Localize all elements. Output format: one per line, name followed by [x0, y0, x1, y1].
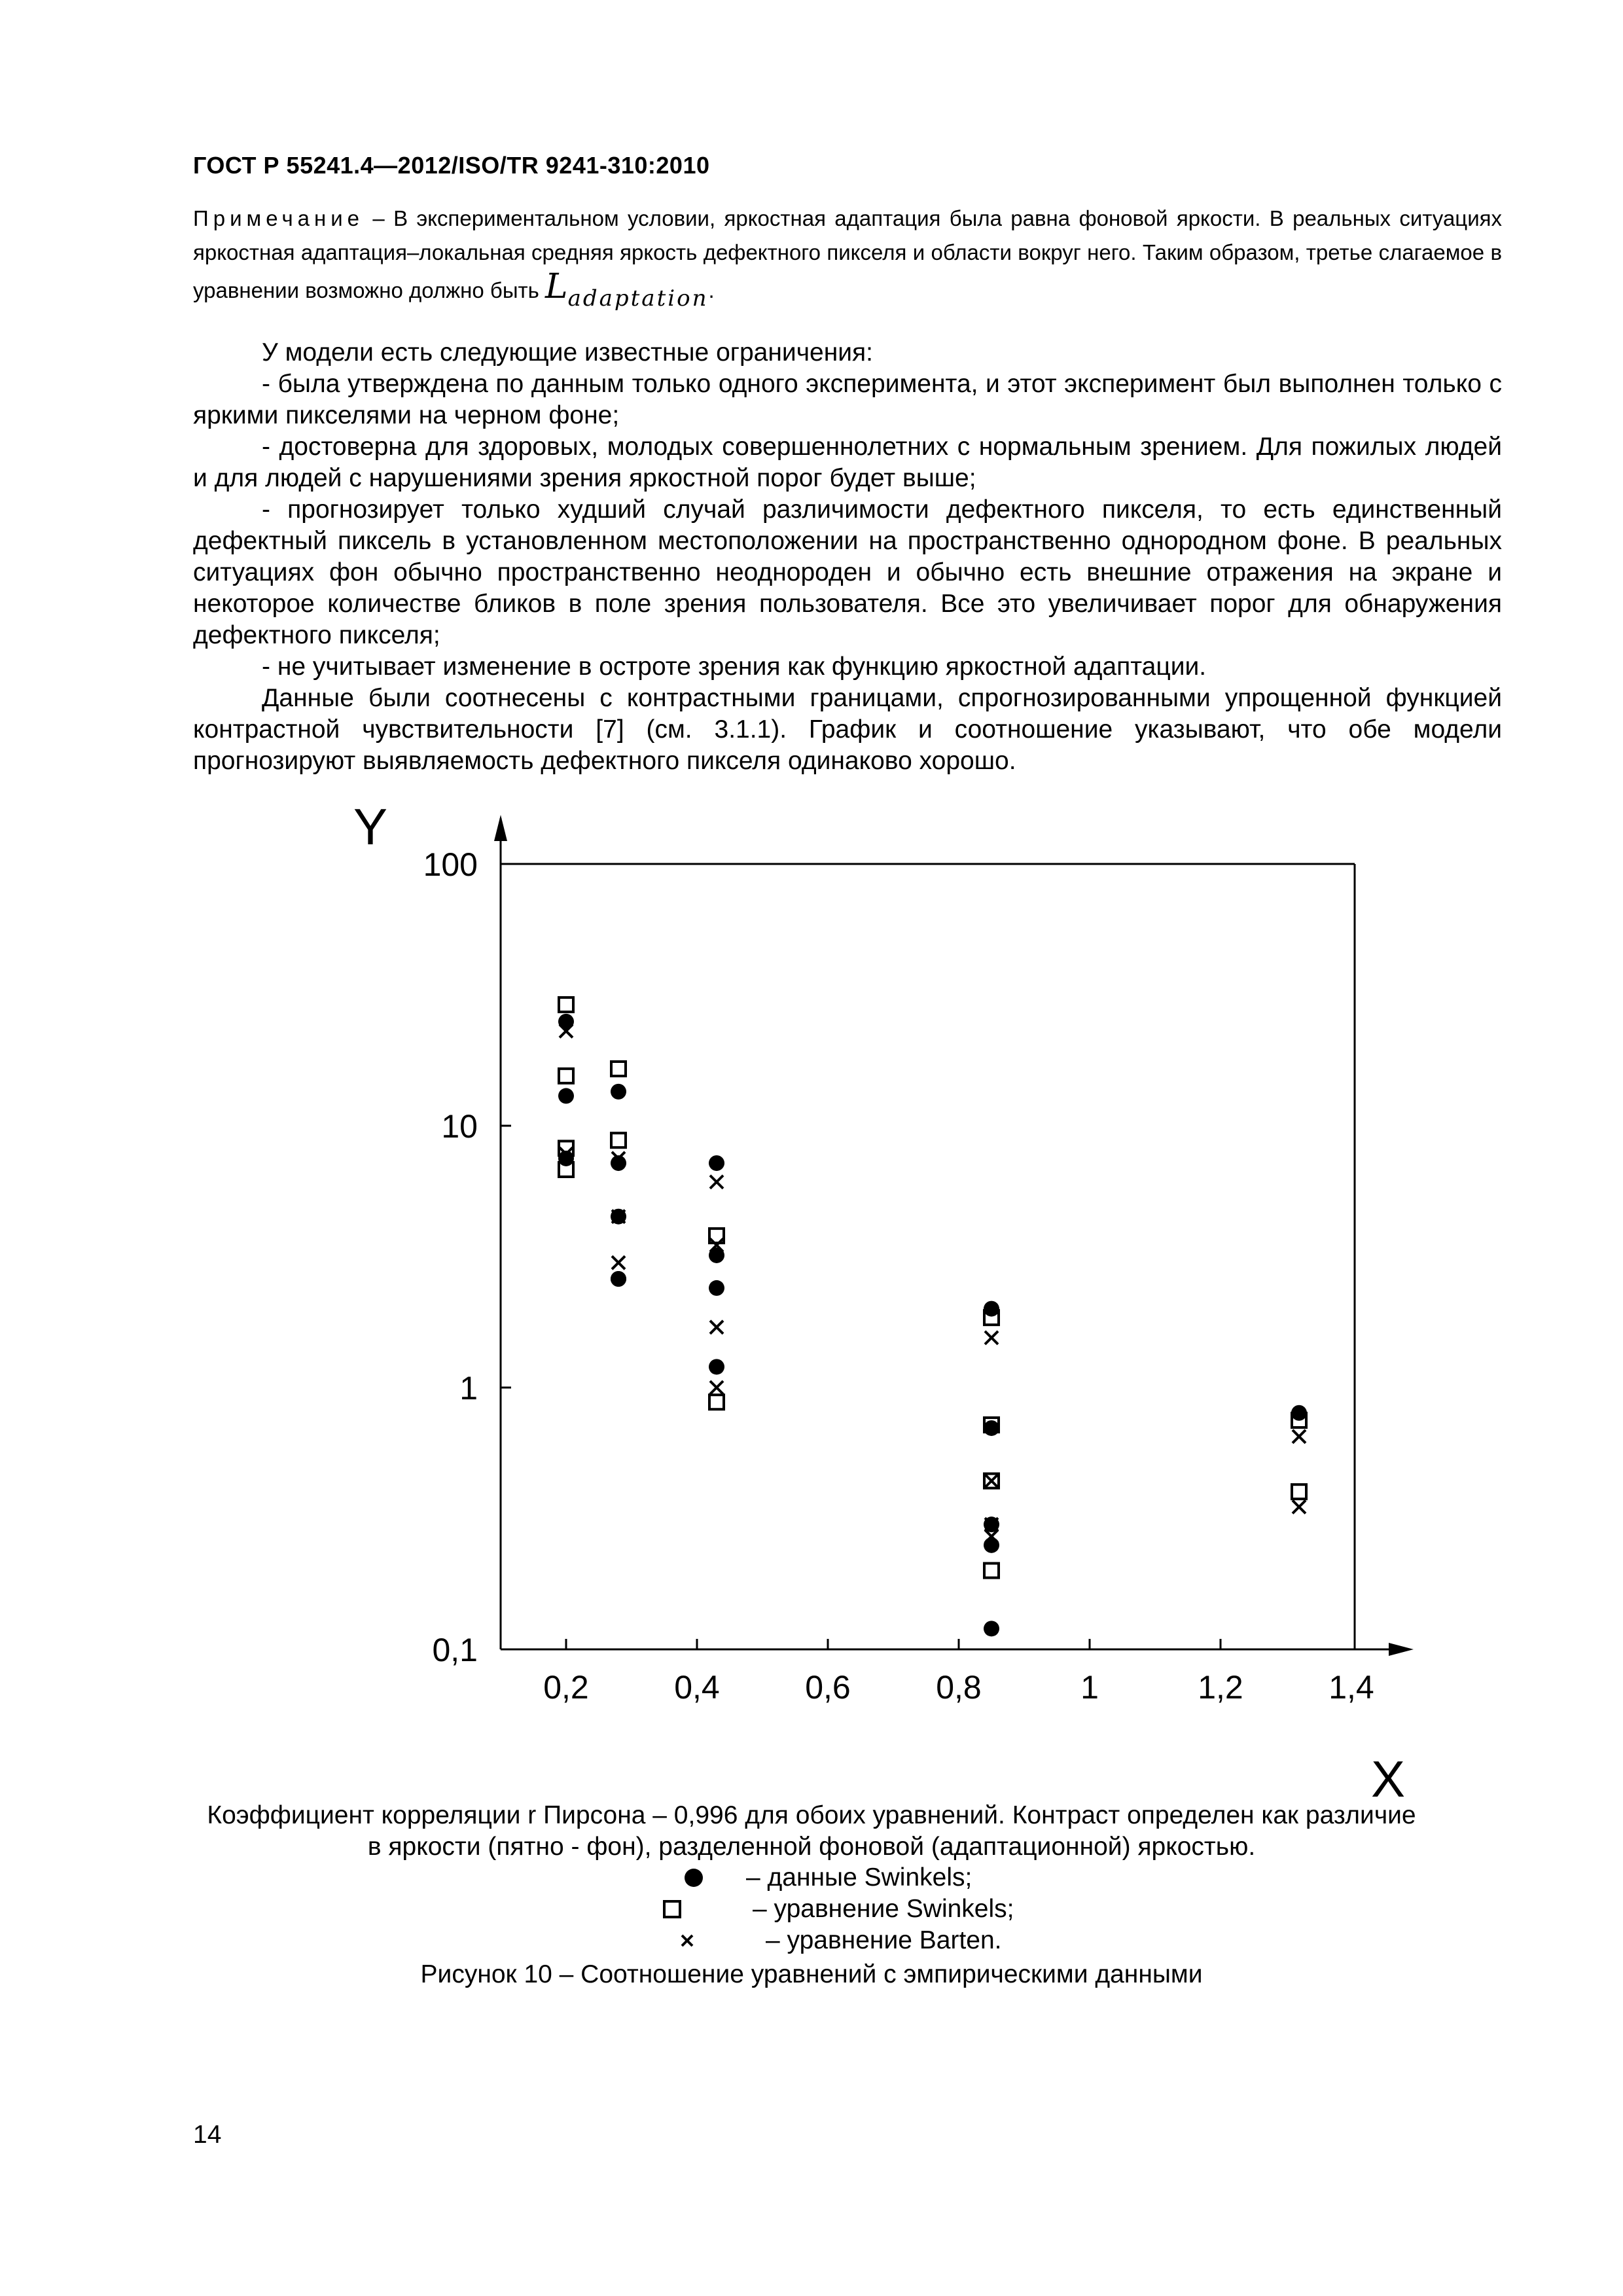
y-tick-label: 100 — [423, 846, 478, 883]
legend-label: – данные Swinkels; — [746, 1863, 972, 1892]
points-group — [558, 997, 1307, 1636]
swinkels-equation-point — [611, 1133, 626, 1147]
formula-end: . — [708, 278, 715, 302]
swinkels-data-point — [558, 1088, 574, 1103]
barten-equation-point — [985, 1475, 998, 1488]
paragraph: - была утверждена по данным только одного эксперимента, и этот эксперимент был выполнен только с яркими пикселями на черном фоне; — [193, 370, 1502, 429]
figure-caption — [0, 1800, 1623, 1863]
y-tick-label: 0,1 — [432, 1632, 478, 1668]
cross-icon — [674, 1928, 707, 1954]
paragraph: - не учитывает изменение в остроте зрения как функцию яркостной адаптации. — [262, 653, 1207, 681]
x-tick-label: 1,4 — [1329, 1669, 1374, 1706]
y-axis-arrow — [494, 815, 507, 841]
legend-label: – уравнение Swinkels; — [753, 1895, 1014, 1923]
open-square-icon — [658, 1896, 690, 1922]
legend-item-swinkels-data — [681, 1862, 972, 1893]
legend-label: – уравнение Barten. — [766, 1926, 1002, 1954]
x-tick-label: 0,6 — [805, 1669, 851, 1706]
y-axis-label: Y — [353, 802, 388, 855]
x-tick-label: 1 — [1080, 1669, 1099, 1706]
x-axis-label: X — [1371, 1750, 1406, 1808]
note-text: В экспериментальном условии, яркостная адаптация была равна фоновой яркости. В реальных ситуациях яркостная адаптация–локальная средняя яркость дефектного пикселя и области вокруг него. Таким образом, третье слагаемое в уравнении возможно должно быть — [193, 206, 1502, 302]
barten-equation-point — [612, 1256, 625, 1269]
swinkels-data-point — [611, 1271, 626, 1287]
swinkels-data-point — [611, 1084, 626, 1100]
swinkels-equation-point — [709, 1395, 724, 1409]
caption-line-2: в яркости (пятно - фон), разделенной фоновой (адаптационной) яркостью. — [367, 1833, 1256, 1861]
caption-line-1: Коэффициент корреляции r Пирсона – 0,996 для обоих уравнений. Контраст определен как различие — [207, 1801, 1416, 1829]
paragraph: - прогнозирует только худший случай различимости дефектного пикселя, то есть единственный дефектный пиксель в установленном местоположении на пространственно однородном фоне. В реальных ситуациях фон обычно пространственно неоднороден и обычно есть внешние отражения на экране и некоторое количестве бликов в поле зрения пользователя. Все это увеличивает порог для обнаружения дефектного пикселя; — [193, 495, 1502, 649]
figure-title: Рисунок 10 – Соотношение уравнений с эмпирическими данными — [420, 1960, 1203, 1988]
formula-l-adaptation — [545, 267, 709, 312]
swinkels-data-point — [984, 1621, 999, 1636]
swinkels-equation-point — [559, 997, 573, 1012]
swinkels-data-point — [984, 1537, 999, 1553]
formula-subscript: adaptation — [567, 285, 709, 312]
figure-10 — [314, 802, 1427, 1813]
barten-equation-point — [985, 1331, 998, 1344]
y-tick-label: 10 — [441, 1108, 478, 1145]
x-axis-arrow — [1389, 1643, 1414, 1656]
filled-circle-icon — [681, 1865, 713, 1891]
x-tick-label: 0,2 — [543, 1669, 589, 1706]
barten-equation-point — [1293, 1500, 1306, 1513]
swinkels-equation-point — [1292, 1484, 1306, 1499]
swinkels-data-point — [709, 1155, 724, 1171]
swinkels-equation-point — [984, 1564, 999, 1578]
paragraph: - достоверна для здоровых, молодых совершеннолетних с нормальным зрением. Для пожилых людей и для людей с нарушениями зрения яркостной порог будет выше; — [193, 433, 1502, 492]
barten-equation-point — [710, 1321, 723, 1334]
swinkels-data-point — [709, 1280, 724, 1296]
formula-base: L — [545, 267, 568, 306]
body-text — [193, 337, 1502, 777]
note-dash: – — [372, 206, 385, 230]
barten-equation-point — [710, 1175, 723, 1189]
swinkels-equation-point — [559, 1069, 573, 1083]
barten-equation-point — [1293, 1430, 1306, 1443]
paragraph: Данные были соотнесены с контрастными границами, спрогнозированными упрощенной функцией контрастной чувствительности [7] (см. 3.1.1). График и соотношение указывают, что обе модели прогнозируют выявляемость дефектного пикселя одинаково хорошо. — [193, 684, 1502, 775]
document-header: ГОСТ Р 55241.4—2012/ISO/TR 9241-310:2010 — [193, 152, 710, 179]
x-tick-label: 0,8 — [936, 1669, 982, 1706]
scatter-chart — [314, 802, 1427, 1810]
legend-item-barten-equation — [674, 1925, 1002, 1956]
swinkels-data-point — [984, 1420, 999, 1436]
paragraph: У модели есть следующие известные ограничения: — [262, 338, 873, 367]
swinkels-equation-point — [611, 1062, 626, 1076]
x-tick-label: 1,2 — [1198, 1669, 1243, 1706]
swinkels-data-point — [709, 1359, 724, 1374]
y-tick-label: 1 — [459, 1370, 478, 1407]
note-block — [193, 202, 1502, 315]
x-tick-label: 0,4 — [674, 1669, 720, 1706]
note-label: Примечание — [193, 206, 365, 230]
page-number: 14 — [193, 2121, 222, 2149]
barten-equation-point — [710, 1381, 723, 1394]
ticks-group — [423, 846, 1374, 1706]
swinkels-data-point — [984, 1301, 999, 1317]
legend-item-swinkels-equation — [658, 1893, 1014, 1925]
